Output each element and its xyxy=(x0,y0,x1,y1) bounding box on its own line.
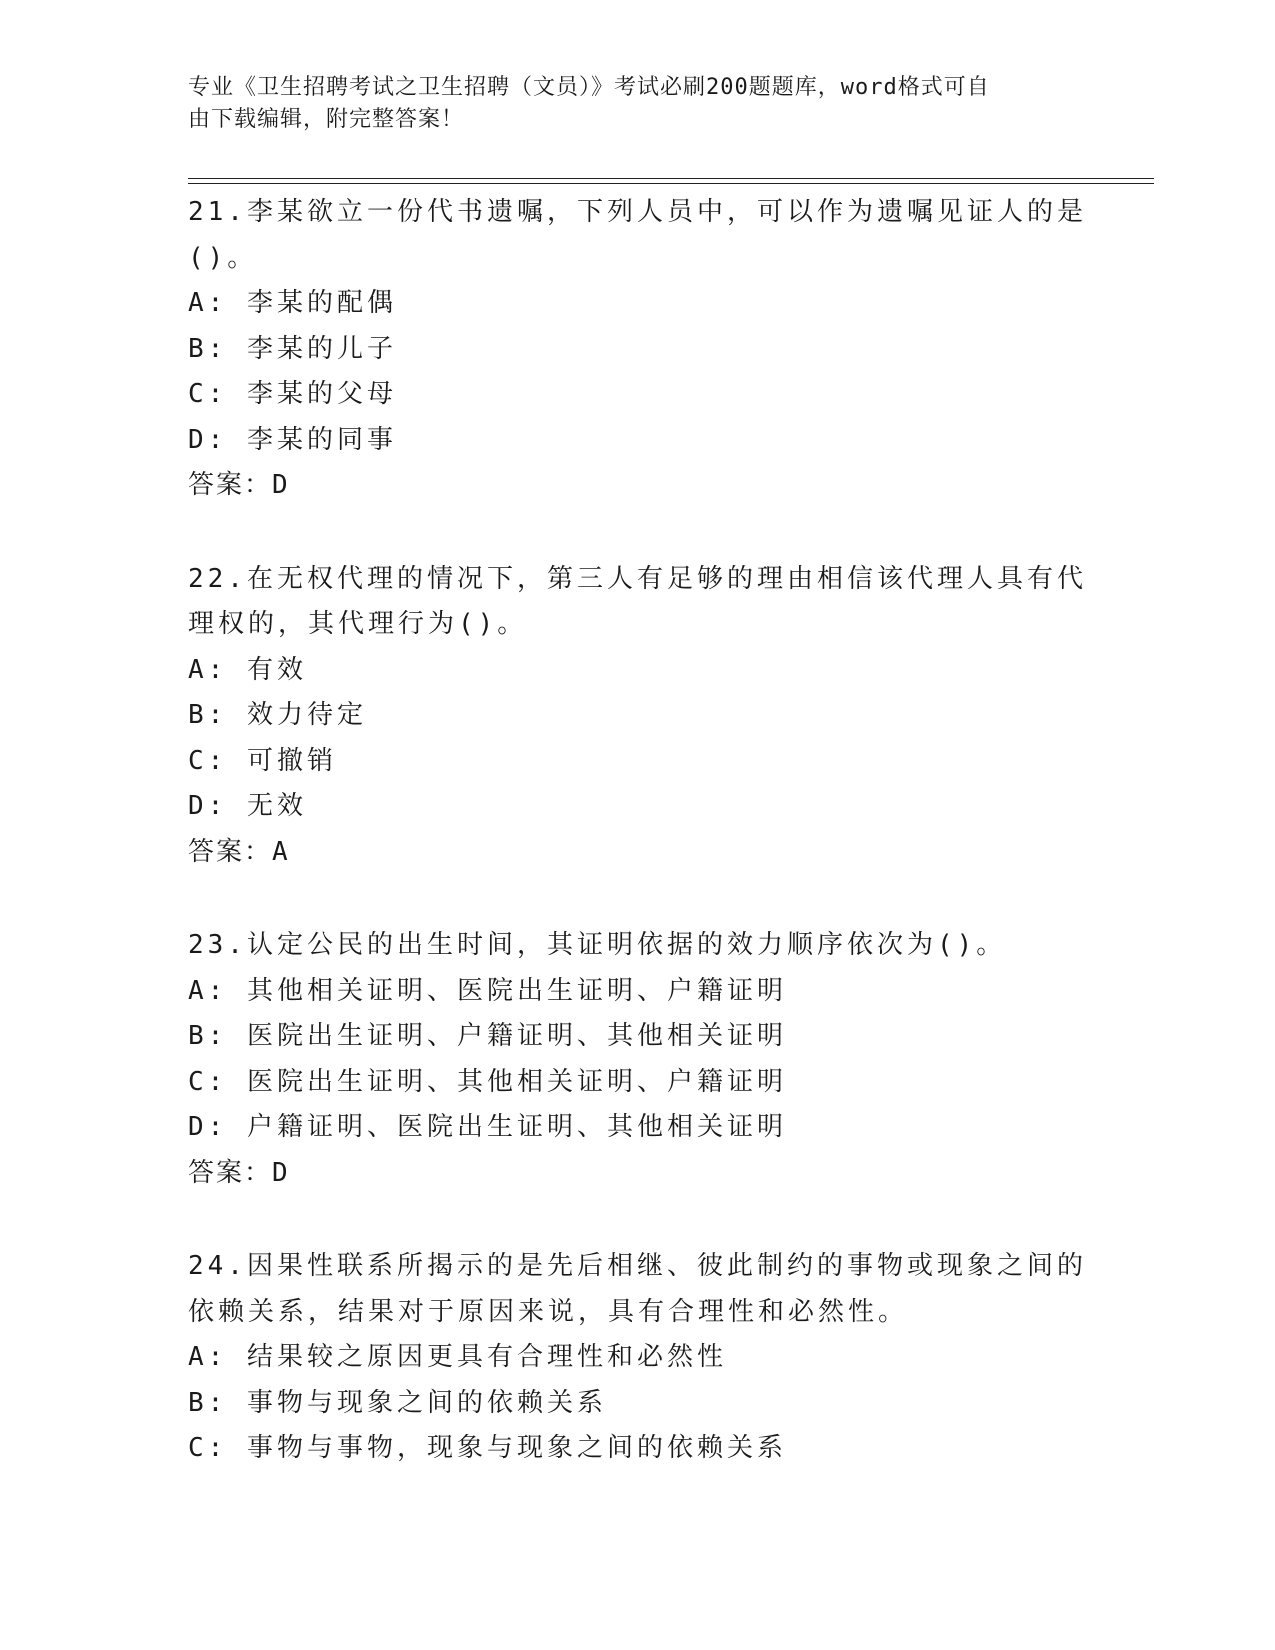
header-divider-bottom xyxy=(188,183,1154,184)
option-c xyxy=(188,372,1088,418)
answer-value: D xyxy=(272,470,290,500)
question-23 xyxy=(188,923,1088,1196)
header-divider-top xyxy=(188,178,1154,179)
question-21 xyxy=(188,190,1088,509)
option-letter: D: xyxy=(188,424,228,455)
option-letter: B: xyxy=(188,700,228,730)
option-a xyxy=(188,969,1088,1015)
option-text: 无效 xyxy=(246,791,307,821)
option-text: 户籍证明、医院出生证明、其他相关证明 xyxy=(246,1112,787,1142)
option-a xyxy=(188,281,1088,327)
option-c xyxy=(188,1426,1088,1472)
answer-label: 答案： xyxy=(188,1157,273,1188)
question-stem: 24.因果性联系所揭示的是先后相继、彼此制约的事物或现象之间的依赖关系，结果对于原因来说，具有合理性和必然性。 xyxy=(188,1251,1087,1327)
option-a xyxy=(188,1335,1088,1381)
question-stem: 23.认定公民的出生时间，其证明依据的效力顺序依次为()。 xyxy=(188,930,1007,960)
option-text: 医院出生证明、户籍证明、其他相关证明 xyxy=(246,1021,787,1051)
option-text: 效力待定 xyxy=(246,700,367,730)
answer-value: D xyxy=(272,1157,290,1188)
question-stem: 21.李某欲立一份代书遗嘱，下列人员中，可以作为遗嘱见证人的是()。 xyxy=(188,197,1087,273)
option-text: 其他相关证明、医院出生证明、户籍证明 xyxy=(246,975,787,1006)
option-b xyxy=(188,693,1088,739)
option-letter: B: xyxy=(188,1387,228,1418)
answer-value: A xyxy=(272,836,290,867)
question-24 xyxy=(188,1244,1088,1472)
option-letter: C: xyxy=(188,1066,228,1097)
answer-line xyxy=(188,463,1088,509)
option-b xyxy=(188,1014,1088,1060)
option-text: 李某的父母 xyxy=(246,379,397,409)
option-letter: C: xyxy=(188,1433,228,1463)
question-22 xyxy=(188,557,1088,876)
option-text: 可撤销 xyxy=(246,745,337,776)
option-letter: B: xyxy=(188,1021,228,1051)
option-d xyxy=(188,1105,1088,1151)
option-text: 医院出生证明、其他相关证明、户籍证明 xyxy=(246,1066,787,1097)
answer-line xyxy=(188,1151,1088,1197)
option-b xyxy=(188,1381,1088,1427)
option-letter: B: xyxy=(188,333,228,364)
header-line-1: 专业《卫生招聘考试之卫生招聘（文员）》考试必刷200题题库，word格式可自 xyxy=(188,75,990,100)
option-c xyxy=(188,739,1088,785)
option-d xyxy=(188,418,1088,464)
answer-line xyxy=(188,830,1088,876)
option-letter: D: xyxy=(188,1112,228,1142)
option-letter: A: xyxy=(188,288,228,318)
option-text: 结果较之原因更具有合理性和必然性 xyxy=(246,1342,727,1372)
answer-label: 答案： xyxy=(188,470,273,500)
question-list xyxy=(188,190,1088,1520)
question-stem: 22.在无权代理的情况下，第三人有足够的理由相信该代理人具有代理权的，其代理行为()。 xyxy=(188,563,1087,639)
option-text: 李某的儿子 xyxy=(246,333,397,364)
option-text: 事物与事物，现象与现象之间的依赖关系 xyxy=(246,1433,787,1463)
option-letter: A: xyxy=(188,654,228,685)
document-header xyxy=(188,72,1088,136)
option-c xyxy=(188,1060,1088,1106)
option-letter: C: xyxy=(188,379,228,409)
option-text: 李某的同事 xyxy=(246,424,397,455)
option-text: 事物与现象之间的依赖关系 xyxy=(246,1387,607,1418)
option-b xyxy=(188,327,1088,373)
option-d xyxy=(188,784,1088,830)
option-letter: A: xyxy=(188,1342,228,1372)
option-letter: C: xyxy=(188,745,228,776)
option-text: 李某的配偶 xyxy=(246,288,397,318)
option-letter: A: xyxy=(188,975,228,1006)
answer-label: 答案： xyxy=(188,836,273,867)
option-a xyxy=(188,648,1088,694)
option-text: 有效 xyxy=(246,654,307,685)
header-line-2: 由下载编辑，附完整答案！ xyxy=(188,107,465,132)
option-letter: D: xyxy=(188,791,228,821)
